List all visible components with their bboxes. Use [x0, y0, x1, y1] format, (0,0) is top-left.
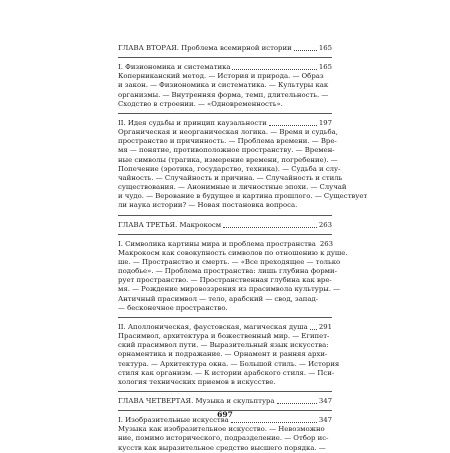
table-of-contents — [118, 44, 368, 453]
description-line: кусств как выразительное средство высшего порядка. — — [118, 443, 326, 452]
section-title: II. Аполлоническая, фаустовская, магическая душа — [118, 322, 308, 331]
description-line: ние, помимо исторического, подразделение. — Отбор ис- — [118, 434, 329, 443]
page-number: 697 — [217, 410, 233, 419]
section-heading — [118, 63, 332, 72]
description-line: и закон. — Физиономика и систематика. — Культуры как — [118, 81, 329, 90]
description-line: Прасимвол, архитектура и божественный мир. — Египет- — [118, 332, 330, 341]
description-line: мя — понятие, противоположное пространству. — Времен- — [118, 146, 335, 155]
chapter-heading — [118, 397, 332, 406]
divider — [118, 317, 332, 318]
leader-dots — [310, 329, 317, 330]
leader-dots — [277, 403, 317, 404]
description-line: Античный прасимвол — тело, арабский — свод, запад- — [118, 294, 319, 303]
chapter-page: 263 — [318, 220, 332, 229]
description-line: Сходство в строении. — «Одновременность». — [118, 99, 283, 108]
leader-dots — [269, 125, 317, 126]
divider — [118, 234, 332, 235]
description-line: чайность. — Случайность и причина. — Случайность и стиль — [118, 173, 343, 182]
divider — [118, 391, 332, 392]
description-line: Попечение (эротика, государство, техника). — Судьба и слу- — [118, 164, 341, 173]
section-description — [118, 128, 368, 210]
leader-dots — [294, 50, 317, 51]
description-line: Музыка как изобразительное искусство. — Невозможно — [118, 425, 325, 434]
section-page: 291 — [318, 322, 332, 331]
description-line: ли наука истории? — Новая постановка вопроса. — [118, 201, 298, 210]
section-title: I. Символика картины мира и проблема пространства — [118, 239, 316, 248]
section-description — [118, 248, 348, 313]
description-line: рует пространство. — Пространственная глубина как вре- — [118, 276, 332, 285]
chapter-title: ГЛАВА ТРЕТЬЯ. Макрокосм — [118, 220, 222, 229]
leader-dots — [223, 227, 317, 228]
description-line: ные символы (трагика, измерение времени, погребение). — — [118, 155, 338, 164]
section-heading — [118, 323, 332, 332]
description-line: — бесконечное пространство. — [118, 303, 228, 312]
chapter-heading — [118, 44, 332, 53]
chapter-title: ГЛАВА ЧЕТВЕРТАЯ. Музыка и скульптура — [118, 397, 275, 405]
section-page: 197 — [318, 118, 332, 127]
description-line: подобье». — Проблема пространства: лишь глубина форми- — [118, 267, 337, 276]
description-line: существования. — Анонимные и личностные эпохи. — Случай — [118, 183, 347, 192]
description-line: ше. — Пространство и смерть. — «Все преходящее — только — [118, 257, 341, 266]
section-heading — [118, 119, 332, 128]
leader-dots — [232, 69, 316, 70]
divider — [118, 57, 332, 58]
description-line: организмы. — Внутренняя форма, темп, длительность. — — [118, 90, 329, 99]
chapter-title: ГЛАВА ВТОРАЯ. Проблема всемирной истории — [118, 44, 292, 52]
section-description — [118, 332, 340, 387]
description-line: и чудо. — Верование в будущее и картина прошлого. — Существует — [118, 192, 368, 201]
section-page: 165 — [318, 63, 332, 72]
section-description — [118, 425, 332, 452]
description-line: пространство и причинность. — Проблема времени. — Вре- — [118, 137, 337, 146]
section-page: 347 — [318, 416, 332, 425]
description-line: Коперниканский метод. — История и природа. — Образ — [118, 72, 324, 81]
divider — [118, 113, 332, 114]
description-line: орнаментика и подражание. — Орнамент и ранняя архи- — [118, 350, 328, 359]
section-heading — [118, 240, 332, 249]
divider — [118, 215, 332, 216]
section-title: II. Идея судьбы и принцип каузальности — [118, 118, 267, 127]
chapter-heading — [118, 221, 332, 230]
section-description — [118, 72, 332, 109]
description-line: мя. — Рождение мировоззрения из прасимвола культуры. — — [118, 285, 341, 294]
section-title: I. Изобразительные искусства — [118, 416, 229, 425]
section-page: 263 — [319, 239, 334, 248]
description-line: Макрокосм как совокупность символов по отношению к душе. — [118, 248, 348, 257]
description-line: ский прасимвол пути. — Выразительный язык искусства: — [118, 341, 329, 350]
section-title: I. Физиономика и систематика — [118, 63, 231, 72]
description-line: стиля как организм. — К истории арабского стиля. — Пси- — [118, 368, 335, 377]
description-line: тектура. — Архитектура окна. — Большой стиль. — История — [118, 359, 340, 368]
leader-dots — [231, 422, 317, 423]
description-line: Органическая и неорганическая логика. — Время и судьба, — [118, 128, 338, 137]
chapter-page: 165 — [318, 44, 332, 52]
chapter-page: 347 — [318, 397, 332, 405]
description-line: хология технических приемов в искусстве. — [118, 377, 276, 386]
